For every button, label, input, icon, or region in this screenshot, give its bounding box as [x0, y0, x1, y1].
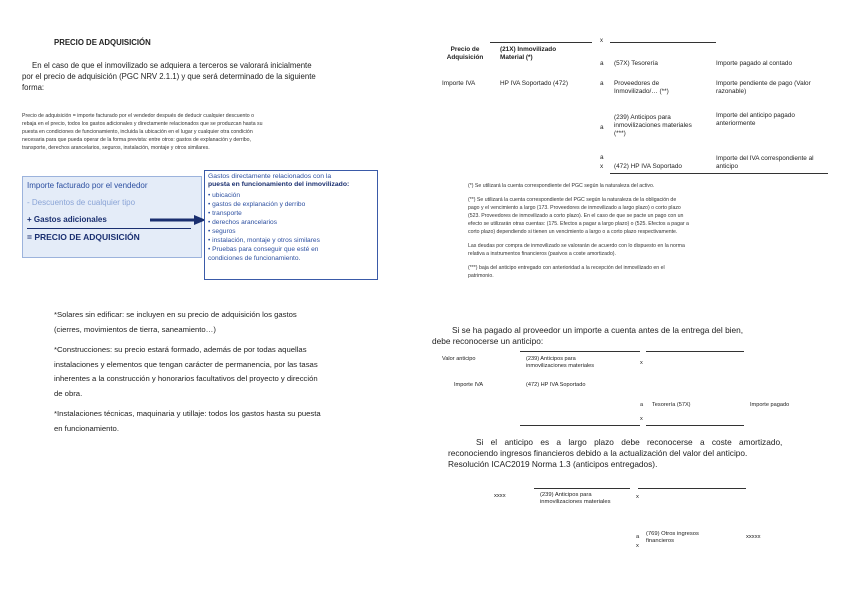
account-tesoreria: (57X) Tesorería [614, 60, 658, 67]
footnote: corto plazo) dependiendo si tienen un vencimiento a largo o a corto plazo respectivamente. [468, 229, 678, 235]
amount-advance: Importe del anticipo pagado anteriormente [716, 112, 795, 127]
definition-line: puesta en condiciones de funcionamiento, incluida la ubicación en el lugar y cualquier otra condición [22, 129, 253, 135]
footnote: (**) Se utilizará la cuenta correspondiente del PGC según la naturaleza de la obligación de [468, 197, 677, 203]
notes-block [54, 308, 321, 436]
journal-rule [610, 42, 716, 43]
right-page [424, 0, 848, 599]
journal-a: a [636, 534, 640, 540]
definition-block [22, 112, 263, 152]
note-construcciones: de obra. [54, 388, 83, 398]
journal-rule [638, 488, 746, 489]
related-costs-item: • ubicación [208, 192, 240, 199]
journal-x: x [636, 494, 639, 500]
formula-line-invoice: Importe facturado por el vendedor [27, 181, 148, 190]
note-instalaciones: *Instalaciones técnicas, maquinaria y utillaje: todos los gastos hasta su puesta [54, 409, 321, 418]
intro-line-1: En el caso de que el inmovilizado se adquiera a terceros se valorará inicialmente [32, 61, 312, 70]
formula-divider [27, 228, 191, 229]
footnote: Las deudas por compra de inmovilizado se valorarán de acuerdo con lo dispuesto en la norma [468, 243, 685, 249]
journal-x: x [636, 543, 639, 549]
purchase-price-label: Precio de Adquisición [446, 46, 484, 61]
intro-paragraph [22, 60, 316, 93]
account-anticipos: (239) Anticipos para inmovilizaciones materiales [526, 356, 595, 369]
advance-line: Si se ha pagado al proveedor un importe a cuenta antes de la entrega del bien, [452, 325, 744, 335]
definition-line: rebaja en el precio, todos los gastos adicionales y directamente relacionados que se produzcan hasta su [22, 121, 263, 127]
definition-line: Precio de adquisición = importe facturado por el vendedor después de deducir cualquier descuento o [22, 113, 255, 119]
journal-x: x [600, 38, 603, 44]
journal-rule [646, 351, 744, 352]
account-vat: HP IVA Soportado (472) [500, 80, 568, 87]
related-costs-item: • instalación, montaje y otros similares [208, 237, 320, 244]
related-costs-item: condiciones de funcionamiento. [208, 255, 301, 262]
amount-xxxxx: xxxxx [746, 534, 761, 540]
related-costs-item: • seguros [208, 228, 236, 235]
related-costs-item: • derechos arancelarios [208, 219, 278, 226]
vat-amount-label: Importe IVA [442, 80, 476, 87]
account-inmovilizado: (21X) Inmovilizado Material (*) [500, 46, 557, 61]
amount-paid: Importe pagado [750, 402, 790, 408]
note-construcciones: inherentes a la construcción y honorarios facultativos del proyecto y dirección [54, 374, 318, 383]
account-proveedores: Proveedores de Inmovilizado/… (**) [614, 80, 669, 95]
account-anticipos: (239) Anticipos para inmovilizaciones materiales [540, 492, 611, 505]
account-vat: (472) HP IVA Soportado [526, 382, 586, 388]
account-tesoreria: Tesorería (57X) [652, 402, 691, 408]
journal-rule [610, 173, 716, 174]
journal-rule [520, 351, 640, 352]
amount-vat-advance: Importe del IVA correspondiente al anticipo [716, 155, 814, 170]
related-costs-title: puesta en funcionamiento del inmovilizado: [208, 181, 350, 188]
intro-line-2: por el precio de adquisición (PGC NRV 2.1.1) y que será determinado de la siguiente [22, 72, 316, 81]
amount-paid-cash: Importe pagado al contado [716, 60, 793, 67]
journal-x: x [640, 416, 643, 422]
long-term-line: Resolución ICAC2019 Norma 1.3 (anticipos entregados). [448, 459, 658, 469]
related-costs-title: Gastos directamente relacionados con la [208, 173, 332, 180]
footnote: (***) baja del anticipo entregado con anterioridad a la recepción del inmovilizado en el [468, 265, 665, 271]
footnote: (523. Proveedores de inmovilizado a corto plazo). En el caso de que se pacte un pago con un [468, 213, 684, 219]
long-term-line: Si el anticipo es a largo plazo debe reconocerse a coste amortizado, [476, 437, 783, 447]
account-anticipos: (239) Anticipos para inmovilizaciones materiales (***) [614, 114, 692, 137]
note-construcciones: *Construcciones: su precio estará formado, además de por todas aquellas [54, 345, 307, 354]
journal-x: x [640, 360, 643, 366]
note-instalaciones: en funcionamiento. [54, 423, 119, 433]
definition-line: transporte, derechos arancelarios, seguros, instalación, montaje y otros similares. [22, 145, 210, 151]
formula-line-result: = PRECIO DE ADQUISICIÓN [27, 232, 140, 242]
related-costs-item: • gastos de explanación y derribo [208, 201, 306, 208]
footnote: efecto se utilizarán otras cuentas: (175. Efectos a pagar a largo plazo) o (525. Efectos a pagar a [468, 221, 689, 227]
footnote: patrimonio. [468, 273, 494, 279]
related-costs-item: • Pruebas para conseguir que esté en [208, 246, 319, 253]
journal-a: a [640, 402, 644, 408]
long-term-paragraph [448, 437, 783, 470]
note-construcciones: instalaciones y elementos que tengan carácter de permanencia, por las tasas [54, 359, 318, 369]
arrow-icon [150, 214, 206, 226]
advance-value-label: Valor anticipo [442, 356, 476, 362]
vat-amount-label: Importe IVA [454, 382, 484, 388]
footnotes-block [468, 182, 689, 280]
account-other-income: (769) Otros ingresos financieros [646, 531, 699, 544]
section-heading: PRECIO DE ADQUISICIÓN [54, 38, 151, 47]
amount-xxxx: xxxx [494, 493, 506, 499]
account-vat-credit: (472) HP IVA Soportado [614, 163, 682, 170]
related-costs-item: • transporte [208, 210, 242, 217]
formula-line-discounts: - Descuentos de cualquier tipo [27, 198, 136, 207]
journal-a: a [600, 80, 604, 87]
definition-line: necesaria para que pueda operar de la forma prevista: entre otros: gastos de explanación y derribo, [22, 137, 251, 143]
journal-rule [646, 425, 744, 426]
journal-rule [490, 42, 592, 43]
note-solares: (cierres, movimientos de tierra, saneamiento…) [54, 324, 216, 334]
journal-a: a [600, 124, 604, 131]
advance-line: debe reconocerse un anticipo: [432, 336, 544, 346]
journal-x: x [600, 163, 604, 170]
formula-line-additional: + Gastos adicionales [27, 215, 107, 224]
related-costs-box [204, 170, 378, 280]
advance-paragraph [432, 325, 744, 347]
footnote: pago y el vencimiento a largo (173. Proveedores de inmovilizado a largo plazo) o corto plazo [468, 205, 681, 211]
journal-a: a [600, 60, 604, 67]
journal-rule [716, 173, 828, 174]
note-solares: *Solares sin edificar: se incluyen en su precio de adquisición los gastos [54, 310, 297, 319]
journal-a: a [600, 154, 604, 161]
journal-rule [534, 488, 630, 489]
journal-rule [520, 425, 640, 426]
intro-line-3: forma: [22, 83, 45, 92]
long-term-line: reconociendo ingresos financieros debido a la actualización del valor del anticipo. [448, 448, 748, 458]
footnote: relativa a instrumentos financieros (pasivos a coste amortizado). [468, 251, 616, 257]
footnote: (*) Se utilizará la cuenta correspondiente del PGC según la naturaleza del activo. [468, 183, 655, 189]
amount-pending: Importe pendiente de pago (Valor razonable) [716, 80, 811, 95]
